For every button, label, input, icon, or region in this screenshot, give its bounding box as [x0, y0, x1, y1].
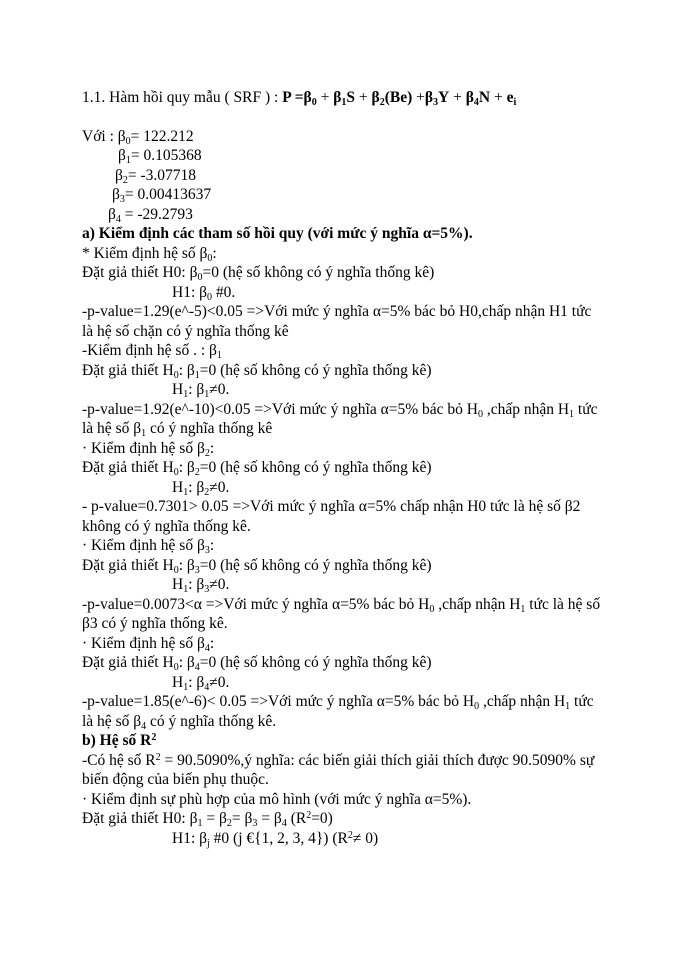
b0-test-title: * Kiểm định hệ số $\beta_0$: [82, 244, 217, 264]
fit-h0: Đặt giả thiết H0: $\beta_1 = \beta_2= \beta_3 = \beta_4$ $(R^2=0)$ [82, 810, 333, 829]
r2-line2: biến động của biến phụ thuộc. [82, 771, 269, 788]
b0-h0: Đặt giả thiết H0: $\beta_0=0$ (hệ số không có ý nghĩa thống kê) [82, 264, 435, 283]
section-a-heading: a) Kiểm định các tham số hồi quy (với mức ý nghĩa α=5%). [82, 225, 473, 242]
b0-pvalue-line2: là hệ số chặn có ý nghĩa thống kê [82, 322, 289, 340]
section-b-heading: b) Hệ số $R^2$ [82, 732, 157, 749]
b3-h0: Đặt giả thiết $H_0$: $\beta_3=0$ (hệ số không có ý nghĩa thống kê) [82, 556, 432, 576]
b1-pvalue-line2: là hệ số $\beta_1$ có ý nghĩa thống kê [82, 420, 273, 439]
b2-h1: $H_1$: $\beta_2\ne 0$. [172, 478, 230, 498]
b3-h1: $H_1$: $\beta_3\ne 0$. [172, 576, 230, 595]
b2-pvalue-line2: không có ý nghĩa thống kê. [82, 517, 251, 535]
b1-h0: Đặt giả thiết $H_0$: $\beta_1=0$ (hệ số không có ý nghĩa thống kê) [82, 361, 432, 381]
b0-pvalue-line1: -p-value=1.29(e^-5)<0.05 =>Với mức ý nghĩa α=5% bác bỏ H0,chấp nhận H1 tức [82, 303, 592, 320]
beta1-line: $\beta_1= 0.105368$ [118, 147, 202, 166]
b4-test-title: · Kiểm định hệ số $\beta_4$: [82, 634, 215, 654]
fit-h1: H1: $\beta_j$ #0 (j €{1, 2, 3, 4}) $(R^2\ne 0)$ [172, 829, 379, 849]
b4-pvalue-line1: -p-value=1.85(e^-6)< 0.05 =>Với mức ý nghĩa α=5% bác bỏ $H_0$ ,chấp nhận $H_1$ tức [82, 693, 594, 712]
beta2-line: $\beta_2= -3.07718$ [115, 166, 197, 186]
b1-h1: $H_1$: $\beta_1\ne 0$. [172, 381, 230, 400]
beta3-line: $\beta_3= 0.00413637$ [112, 186, 212, 205]
b1-test-title: -Kiểm định hệ số . : $\beta_1$ [82, 342, 222, 361]
b4-h1: $H_1$: $\beta_4\ne 0$. [172, 673, 230, 693]
b2-h0: Đặt giả thiết $H_0$: $\beta_2=0$ (hệ số không có ý nghĩa thống kê) [82, 459, 432, 478]
b4-pvalue-line2: là hệ số $\beta_4$ có ý nghĩa thống kê. [82, 712, 277, 732]
b4-h0: Đặt giả thiết $H_0$: $\beta_4=0$ (hệ số không có ý nghĩa thống kê) [82, 654, 432, 673]
b1-pvalue-line1: -p-value=1.92(e^-10)<0.05 =>Với mức ý nghĩa α=5% bác bỏ $H_0$ ,chấp nhận $H_1$ tức [82, 400, 598, 420]
beta0-line: Với : $\beta_0= 122.212$ [82, 127, 194, 147]
srf-heading: 1.1. Hàm hồi quy mẫu ( SRF ) : $P =\beta_0 + \beta_1S + \beta_2(Be) +\beta_3Y + \beta_4N + e_i$ [82, 89, 517, 108]
b3-pvalue-line2: β3 có ý nghĩa thống kê. [82, 615, 228, 632]
beta4-line: $\beta_4 = -29.2793$ [108, 205, 193, 225]
b2-pvalue-line1: - p-value=0.7301> 0.05 =>Với mức ý nghĩa α=5% chấp nhận H0 tức là hệ số β2 [82, 498, 581, 515]
r2-line1: -Có hệ số $R^2$ = 90.5090%,ý nghĩa: các biến giải thích giải thích được 90.5090% sự [82, 751, 595, 769]
b0-h1: H1: $\beta_0$ #0. [172, 283, 236, 303]
fit-test-title: · Kiểm định sự phù hợp của mô hình (với mức ý nghĩa α=5%). [82, 790, 472, 808]
b2-test-title: · Kiểm định hệ số $\beta_2$: [82, 439, 215, 459]
b3-test-title: · Kiểm định hệ số $\beta_3$: [82, 537, 215, 556]
b3-pvalue-line1: -p-value=0.0073<α =>Với mức ý nghĩa α=5% bác bỏ $H_0$ ,chấp nhận $H_1$ tức là hệ số [82, 595, 601, 615]
